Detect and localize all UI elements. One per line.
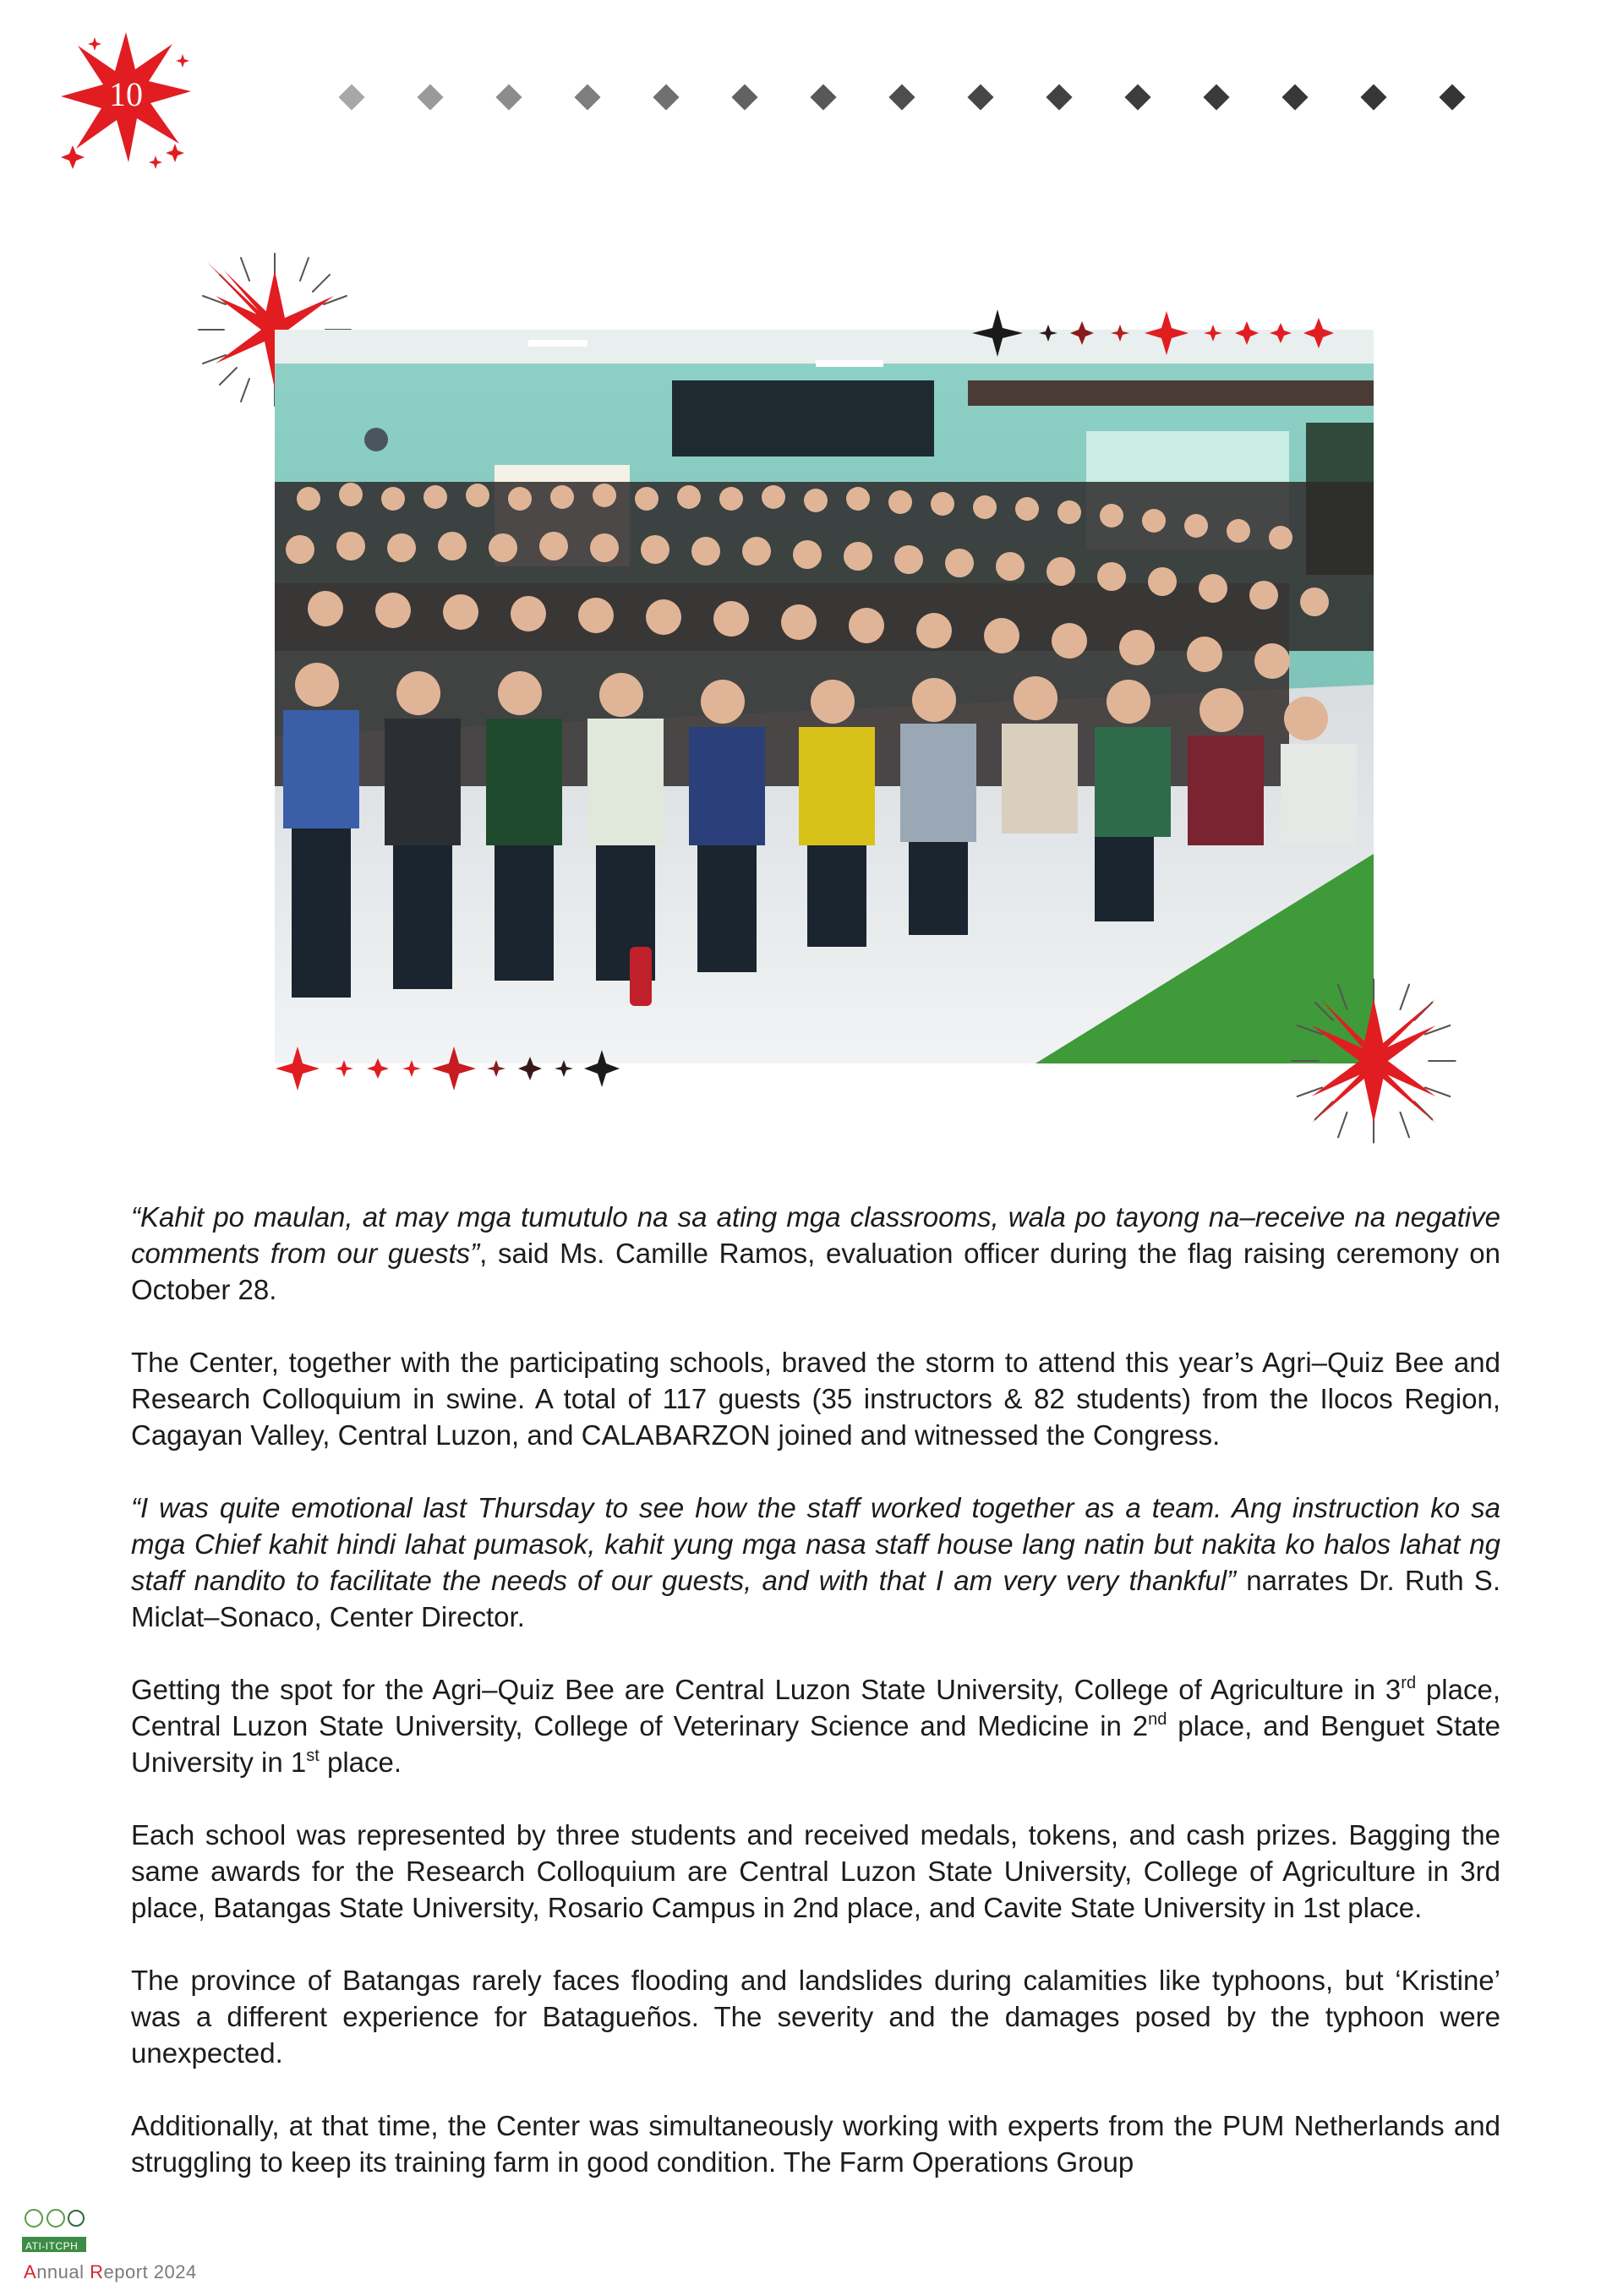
ordinal-suffix: nd bbox=[1148, 1710, 1167, 1729]
diamond-icon bbox=[1203, 84, 1229, 110]
footer-label-a: A bbox=[24, 2261, 37, 2282]
attribution-ramos: , said Ms. Camille Ramos, evaluation officer during the flag raising ceremony on October 28. bbox=[131, 1238, 1500, 1305]
quiz-results-text: place. bbox=[319, 1747, 402, 1778]
diamond-icon bbox=[1281, 84, 1308, 110]
paragraph-3 bbox=[131, 1490, 1500, 1635]
footer-label-r: R bbox=[90, 2261, 104, 2282]
quiz-results-text: Getting the spot for the Agri–Quiz Bee are Central Luzon State University, College of Agriculture in 3 bbox=[131, 1674, 1402, 1705]
paragraph-5: Each school was represented by three students and received medals, tokens, and cash prizes. Bagging the same awards for the Research Colloquium are Central Luzon State University, College of Agriculture in 3rd place, Batangas State University, Rosario Campus in 2nd place, and Cavite State University in 1st place. bbox=[131, 1819, 1500, 1923]
diamond-divider bbox=[342, 85, 1568, 110]
quote-director: “I was quite emotional last Thursday to see how the staff worked together as a team. Ang instruction ko sa mga Chief kahit hindi lahat pumasok, kahit yung mga nasa staff house lang natin but nakita ko halos lahat ng staff nandito to facilitate the needs of our guests, and with that I am very very thankful” bbox=[131, 1492, 1500, 1596]
ordinal-suffix: rd bbox=[1401, 1674, 1417, 1692]
attribution-director: narrates Dr. Ruth S. Miclat–Sonaco, Center Director. bbox=[131, 1565, 1500, 1632]
quote-ramos: “Kahit po maulan, at may mga tumutulo na sa ating mga classrooms, wala po tayong na–receive na negative comments from our guests” bbox=[131, 1201, 1500, 1269]
page-number: 10 bbox=[109, 75, 143, 113]
diamond-icon bbox=[574, 84, 600, 110]
diamond-icon bbox=[731, 84, 757, 110]
paragraph-6: The province of Batangas rarely faces flooding and landslides during calamities like typhoons, but ‘Kristine’ was a different experience for Batagueños. The severity and the damages posed by the typhoon were unexpected. bbox=[131, 1965, 1500, 2069]
diamond-icon bbox=[1124, 84, 1150, 110]
ordinal-suffix: st bbox=[306, 1747, 320, 1765]
quiz-results-text: place, Central Luzon State University, College of Veterinary Science and Medicine in 2 bbox=[131, 1674, 1500, 1741]
diamond-icon bbox=[1360, 84, 1386, 110]
group-photo-image bbox=[275, 330, 1374, 1063]
star-row-icon bbox=[264, 1041, 653, 1096]
footer-label bbox=[24, 2261, 197, 2283]
diamond-icon bbox=[810, 84, 836, 110]
diamond-icon bbox=[495, 84, 522, 110]
footer-label-report: eport 2024 bbox=[103, 2261, 197, 2282]
paragraph-4 bbox=[131, 1671, 1500, 1780]
diamond-icon bbox=[1046, 84, 1072, 110]
logo-text: ATI-ITCPH bbox=[25, 2240, 79, 2252]
diamond-icon bbox=[417, 84, 443, 110]
paragraph-7: Additionally, at that time, the Center was simultaneously working with experts from the PUM Netherlands and struggling to keep its training farm in good condition. The Farm Operations Group bbox=[131, 2110, 1500, 2178]
sparkle-burst-icon bbox=[1285, 972, 1462, 1150]
article-body bbox=[131, 1199, 1500, 2217]
footer-label-annual: nnual bbox=[36, 2261, 90, 2282]
quiz-results-text: place, and Benguet State University in 1 bbox=[131, 1710, 1500, 1778]
star-row-icon bbox=[964, 306, 1352, 360]
diamond-icon bbox=[967, 84, 993, 110]
diamond-icon bbox=[338, 84, 364, 110]
paragraph-2: The Center, together with the participating schools, braved the storm to attend this year’s Agri–Quiz Bee and Research Colloquium in swine. A total of 117 guests (35 instructors & 82 students) from the Ilocos Region, Cagayan Valley, Central Luzon, and CALABARZON joined and witnessed the Congress. bbox=[131, 1347, 1500, 1451]
diamond-icon bbox=[653, 84, 679, 110]
group-photo bbox=[275, 330, 1374, 1063]
diamond-icon bbox=[1439, 84, 1465, 110]
diamond-icon bbox=[888, 84, 915, 110]
page-number-badge bbox=[54, 25, 198, 169]
paragraph-1 bbox=[131, 1199, 1500, 1308]
